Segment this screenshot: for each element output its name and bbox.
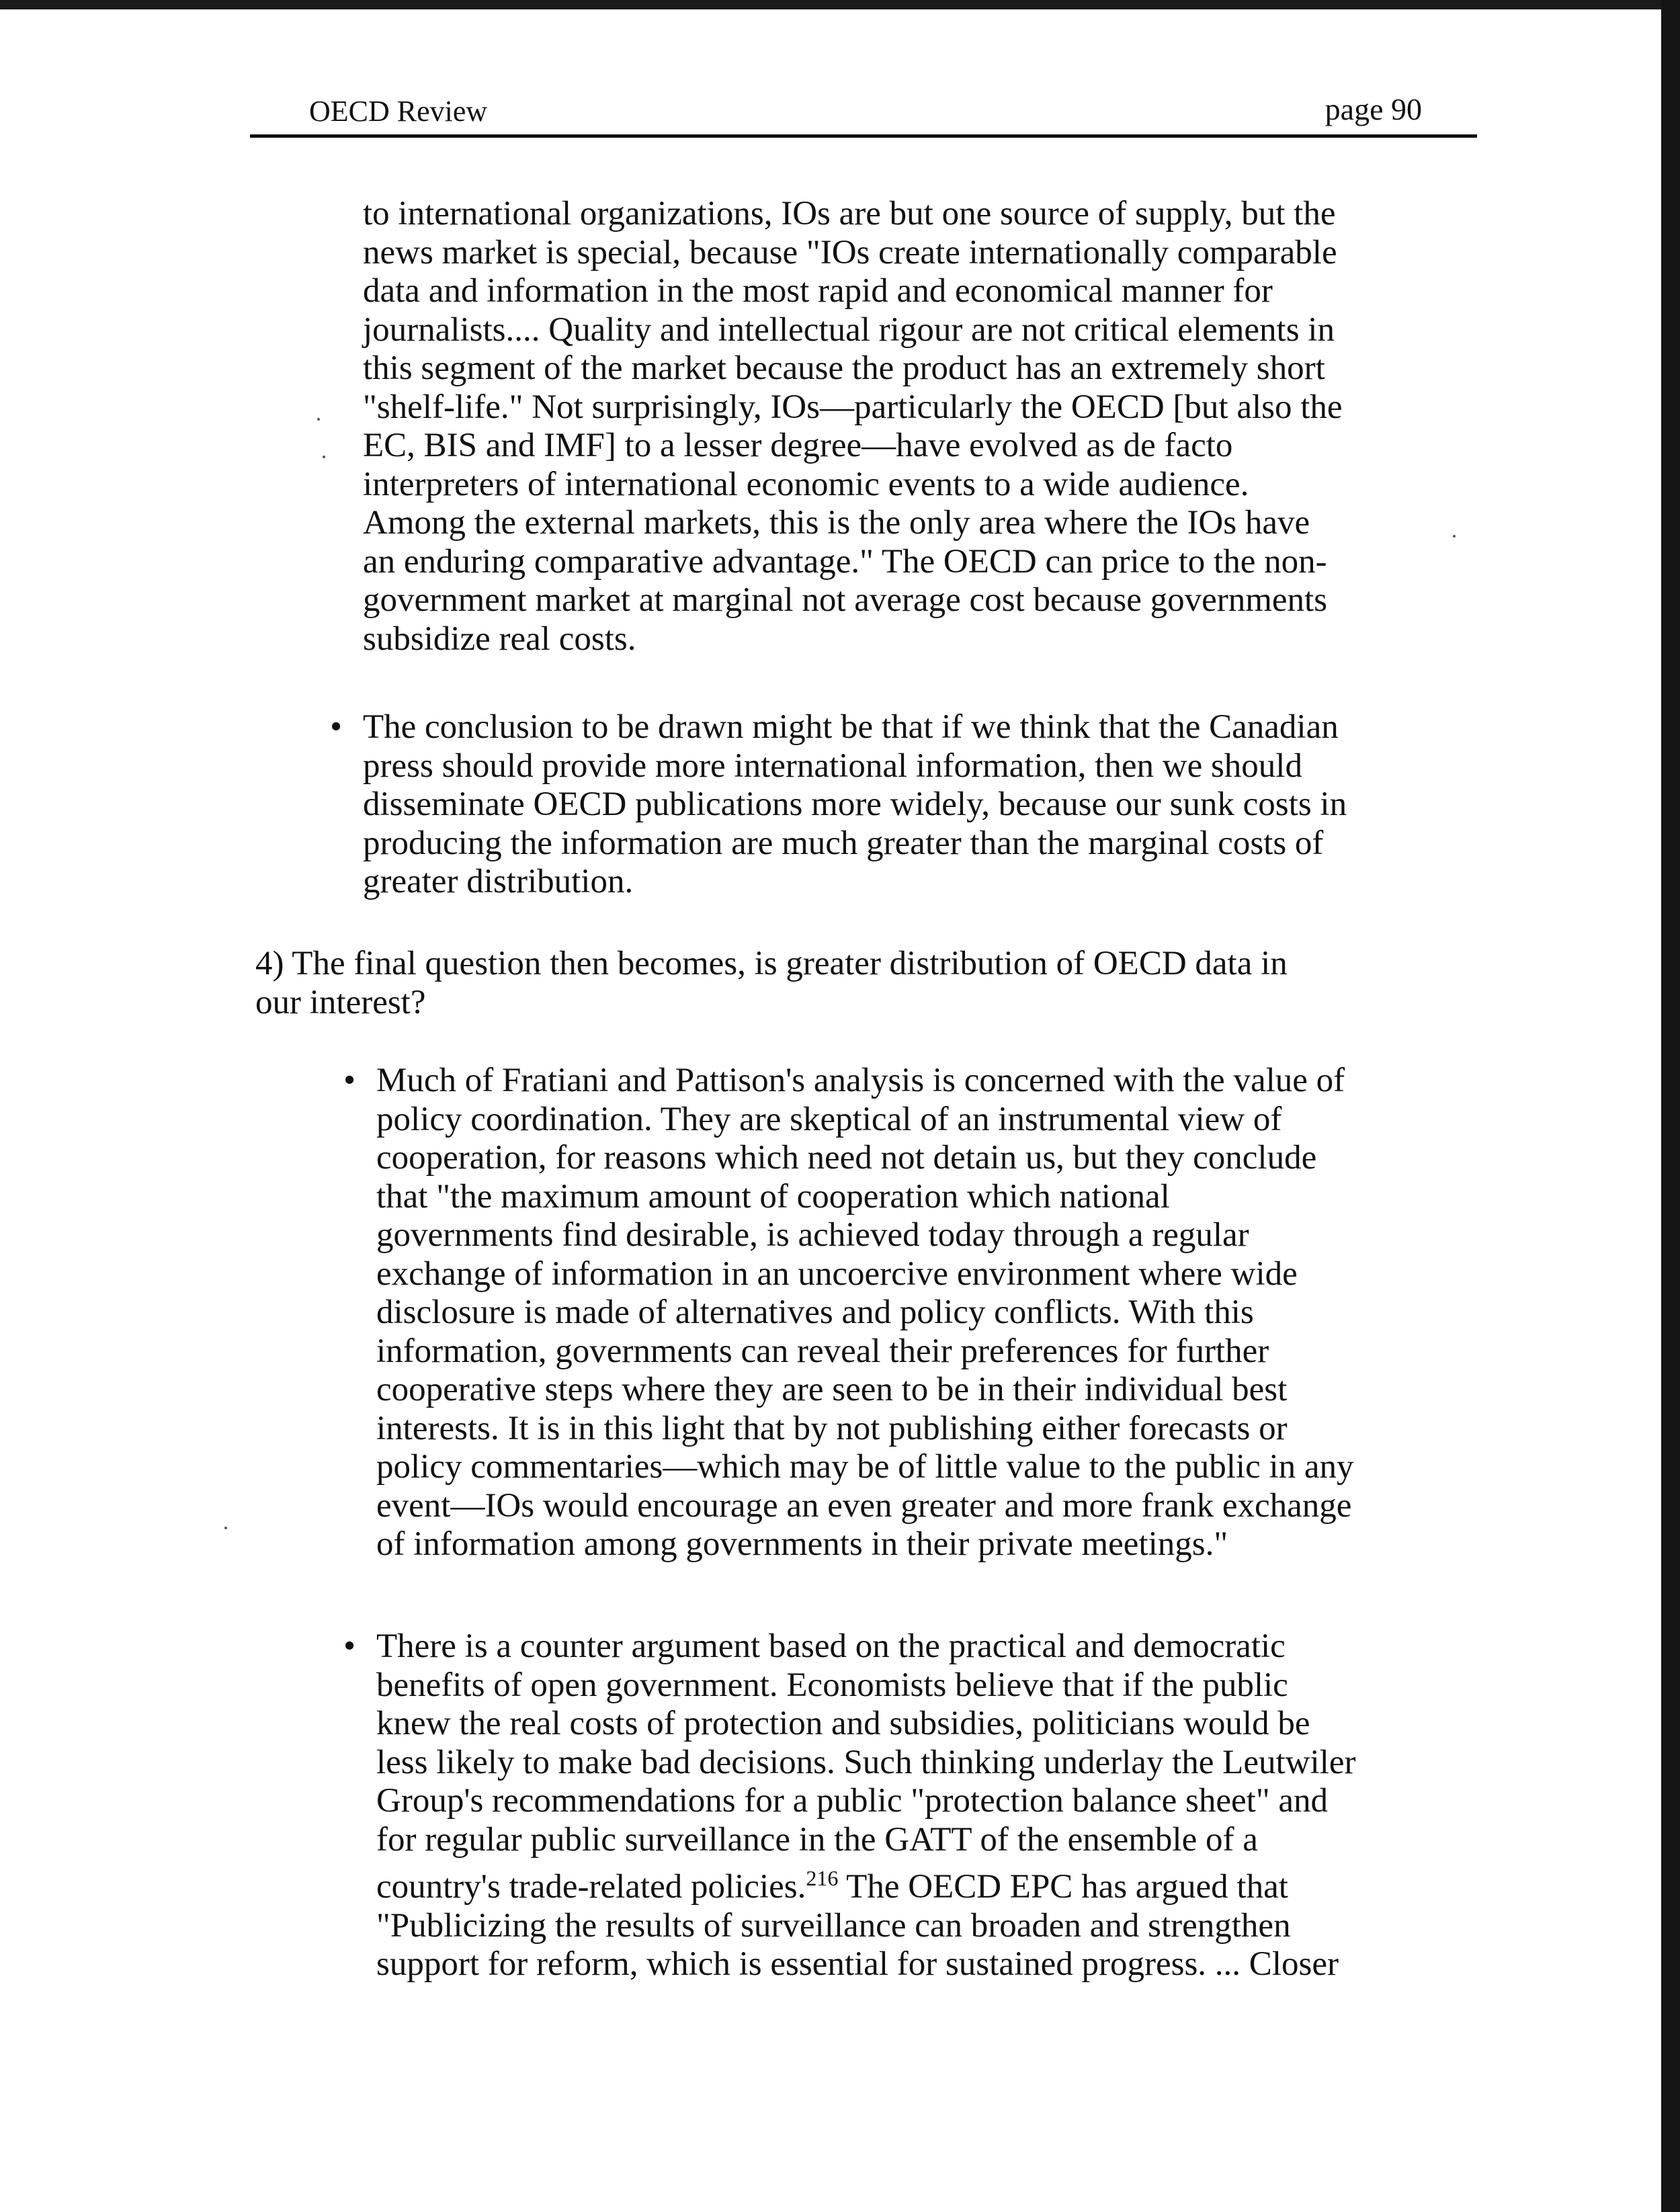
text-line: policy commentaries—which may be of little value to the public in any xyxy=(376,1448,1354,1486)
scan-speck xyxy=(323,456,325,458)
text-line-footnote xyxy=(376,1859,1472,1907)
text-line: benefits of open government. Economists believe that if the public xyxy=(376,1666,1288,1704)
bullet-marker: • xyxy=(343,1627,355,1665)
text-line: interests. It is in this light that by not publishing either forecasts or xyxy=(376,1409,1288,1447)
page-header xyxy=(250,86,1477,138)
paragraph-continued xyxy=(363,195,1478,658)
text-line: Among the external markets, this is the only area where the IOs have xyxy=(363,504,1310,542)
footnote-reference[interactable]: 216 xyxy=(806,1866,839,1890)
text-line: less likely to make bad decisions. Such thinking underlay the Leutwiler xyxy=(376,1743,1356,1781)
text-line: cooperation, for reasons which need not detain us, but they conclude xyxy=(376,1139,1317,1177)
text-line: EC, BIS and IMF] to a lesser degree—have evolved as de facto xyxy=(363,427,1233,464)
text-line: disseminate OECD publications more widely, because our sunk costs in xyxy=(363,785,1347,823)
text-line: cooperative steps where they are seen to be in their individual best xyxy=(376,1371,1288,1408)
text-fragment: country's trade-related policies. xyxy=(376,1868,806,1906)
text-line: Group's recommendations for a public "protection balance sheet" and xyxy=(376,1782,1329,1820)
scan-speck xyxy=(317,418,320,421)
text-line: exchange of information in an uncoercive environment where wide xyxy=(376,1254,1298,1293)
text-line: of information among governments in their private meetings." xyxy=(376,1525,1228,1563)
text-line: that "the maximum amount of cooperation which national xyxy=(376,1177,1170,1216)
scan-speck xyxy=(1453,535,1456,538)
text-line: to international organizations, IOs are but one source of supply, but the xyxy=(363,195,1336,232)
text-line: an enduring comparative advantage." The OECD can price to the non- xyxy=(363,542,1327,581)
text-line: knew the real costs of protection and subsidies, politicians would be xyxy=(376,1705,1310,1742)
text-line: 4) The final question then becomes, is greater distribution of OECD data in xyxy=(255,945,1288,982)
bullet-counter-argument xyxy=(329,1627,1472,1984)
bullet-marker: • xyxy=(343,1062,355,1099)
text-line: subsidize real costs. xyxy=(363,620,636,658)
text-line: producing the information are much greater than the marginal costs of xyxy=(363,824,1324,862)
text-line: The conclusion to be drawn might be that if we think that the Canadian xyxy=(363,708,1339,746)
text-line: support for reform, which is essential for sustained progress. ... Closer xyxy=(376,1945,1339,1983)
text-line: journalists.... Quality and intellectual rigour are not critical elements in xyxy=(363,310,1335,349)
running-title: OECD Review xyxy=(309,95,488,128)
text-line: data and information in the most rapid and economical manner for xyxy=(363,272,1273,310)
text-line: news market is special, because "IOs create internationally comparable xyxy=(363,233,1337,271)
bullet-fratiani-pattison xyxy=(329,1062,1472,1564)
page-number: page 90 xyxy=(1325,92,1422,126)
text-line: information, governments can reveal their preferences for further xyxy=(376,1332,1269,1370)
scan-top-edge xyxy=(0,0,1680,9)
text-line: There is a counter argument based on the practical and democratic xyxy=(376,1627,1286,1665)
text-line: our interest? xyxy=(255,983,426,1021)
bullet-conclusion xyxy=(316,708,1472,902)
text-line: "Publicizing the results of surveillance can broaden and strengthen xyxy=(376,1906,1291,1945)
paragraph-question xyxy=(255,945,1465,1022)
text-line: Much of Fratiani and Pattison's analysis is concerned with the value of xyxy=(376,1062,1345,1099)
text-line: for regular public surveillance in the GATT of the ensemble of a xyxy=(376,1820,1258,1859)
scan-right-edge xyxy=(1661,0,1680,2212)
text-line: press should provide more international information, then we should xyxy=(363,747,1302,785)
text-line: "shelf-life." Not surprisingly, IOs—particularly the OECD [but also the xyxy=(363,388,1343,426)
text-line: interpreters of international economic events to a wide audience. xyxy=(363,465,1249,503)
text-line: government market at marginal not average cost because governments xyxy=(363,581,1328,619)
scan-speck xyxy=(224,1527,227,1529)
bullet-marker: • xyxy=(330,708,342,746)
text-line: greater distribution. xyxy=(363,863,634,900)
text-line: policy coordination. They are skeptical of an instrumental view of xyxy=(376,1100,1282,1138)
text-fragment: The OECD EPC has argued that xyxy=(838,1868,1288,1906)
text-line: this segment of the market because the product has an extremely short xyxy=(363,349,1325,387)
text-line: event—IOs would encourage an even greater and more frank exchange xyxy=(376,1486,1352,1525)
text-line: governments find desirable, is achieved today through a regular xyxy=(376,1216,1249,1254)
text-line: disclosure is made of alternatives and policy conflicts. With this xyxy=(376,1293,1254,1331)
